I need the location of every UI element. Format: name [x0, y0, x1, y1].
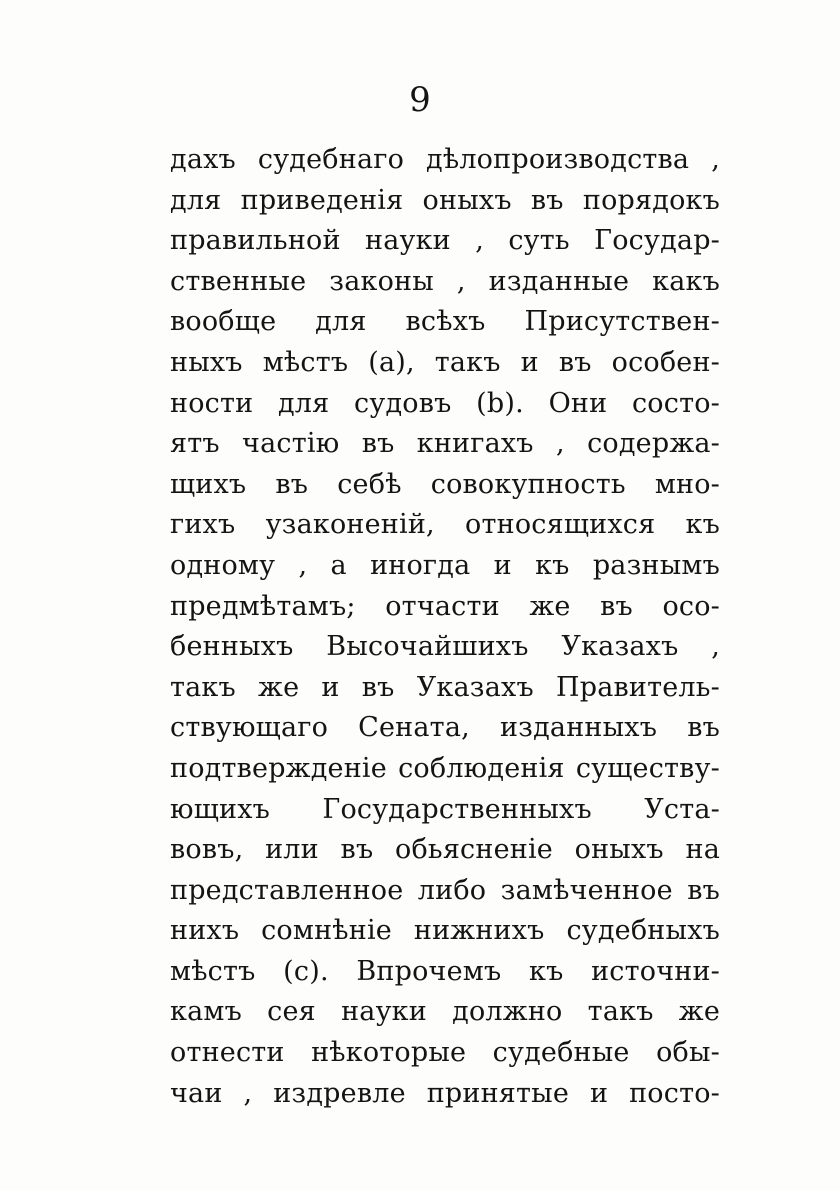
text-line: для приведенія оныхъ въ порядокъ — [170, 184, 720, 216]
text-line: ятъ частію въ книгахъ , содержа- — [170, 428, 720, 460]
text-line: одному , а иногда и къ разнымъ — [170, 549, 720, 581]
text-line: предмѣтамъ; отчасти же въ осо- — [170, 590, 720, 622]
text-line: отнести нѣкоторые судебные обы- — [170, 1037, 720, 1069]
text-line: мѣстъ (c). Впрочемъ къ источни- — [170, 955, 720, 987]
text-line: представленное либо замѣченное въ — [170, 874, 720, 906]
text-line: гихъ узаконеній, относящихся къ — [170, 509, 720, 541]
text-line: щихъ въ себѣ совокупность мно- — [170, 468, 720, 500]
text-line: камъ сея науки должно такъ же — [170, 996, 720, 1028]
text-line: вовъ, или въ обьясненіе оныхъ на — [170, 834, 720, 866]
text-line: чаи , издревле принятые и посто- — [170, 1077, 720, 1109]
text-line: правильной науки , суть Государ- — [170, 225, 720, 257]
text-line: вообще для всѣхъ Присутствен- — [170, 306, 720, 338]
text-line: ющихъ Государственныхъ Уста- — [170, 793, 720, 825]
text-line: подтвержденіе соблюденія существу- — [170, 752, 720, 784]
body-text — [170, 140, 720, 1114]
text-line: ствующаго Сената, изданныхъ въ — [170, 712, 720, 744]
text-line: такъ же и въ Указахъ Правитель- — [170, 671, 720, 703]
text-line: ныхъ мѣстъ (a), такъ и въ особен- — [170, 346, 720, 378]
text-line: ственные законы , изданные какъ — [170, 265, 720, 297]
text-line: бенныхъ Высочайшихъ Указахъ , — [170, 631, 720, 663]
text-line: дахъ судебнаго дѣлопроизводства , — [170, 144, 720, 175]
text-line: ности для судовъ (b). Они состо- — [170, 387, 720, 419]
text-line: нихъ сомнѣніе нижнихъ судебныхъ — [170, 915, 720, 947]
page-number: 9 — [409, 80, 431, 120]
